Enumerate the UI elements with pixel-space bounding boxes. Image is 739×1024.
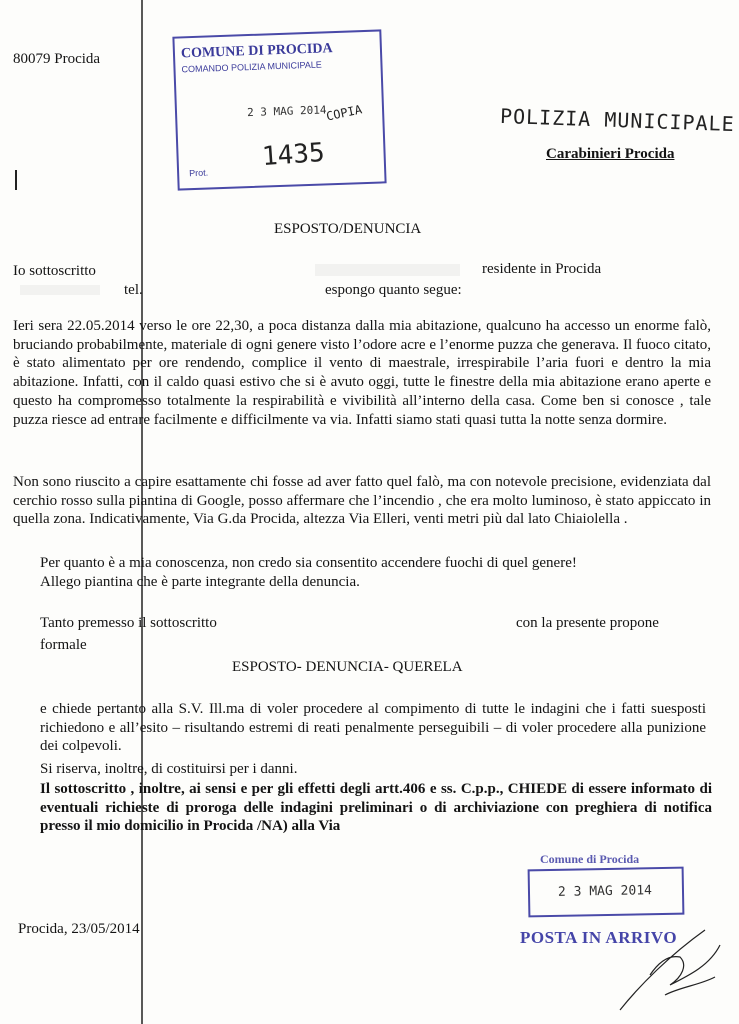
paragraph-1: Ieri sera 22.05.2014 verso le ore 22,30, a poca distanza dalla mia abitazione, qualcuno ha accesso un enorme falò, bruciando probabilmente, materiale di ogni genere visto l’odore acre e l’enorme puzza che generava. Il fuoco citato, è stato alimentato per ore rendendo, complice il vento di maestrale, irrespirabile l’aria fuori e dentro la mia abitazione. Infatti, con il caldo quasi estivo che si è avuto oggi, tutte le finestre della mia abitazione erano aperte e questo ha compromesso totalmente la respirabilità e vivibilità all’interno della casa. Come ben si conosce , tale puzza riesce ad entrare facilmente e difficilmente va via. Infatti siamo stati quasi tutta la notte senza dormire. [13, 318, 711, 428]
handwritten-copia: COPIA [324, 102, 364, 124]
document-title: ESPOSTO/DENUNCIA [274, 221, 422, 237]
intro-tel: tel. [124, 282, 143, 298]
line-allego: Allego piantina che è parte integrante della denuncia. [40, 574, 360, 590]
stamp-bottom-date: 2 3 MAG 2014 [557, 883, 653, 900]
signature-mark [610, 915, 730, 1015]
addressee: Carabinieri Procida [546, 146, 675, 162]
stamp-prot: Prot. [188, 167, 209, 179]
line-consentito: Per quanto è a mia conoscenza, non credo sia consentito accendere fuochi di quel genere! [40, 555, 577, 571]
querela-heading: ESPOSTO- DENUNCIA- QUERELA [232, 659, 463, 675]
paragraph-chiede: e chiede pertanto alla S.V. Ill.ma di voler procedere al compimento di tutte le indagini che i fatti suesposti richiedono e all’esito – risultando estremi di reati penalmente perseguibili – di voler procedere alla punizione dei colpevoli. [40, 701, 706, 755]
margin-mark [15, 170, 17, 190]
intro-espongo: espongo quanto segue: [325, 282, 462, 298]
handwritten-addressee: POLIZIA MUNICIPALE [499, 103, 736, 137]
redacted-name [315, 264, 460, 276]
stamp-line1: COMUNE DI PROCIDA [180, 41, 333, 62]
sender-city: 80079 Procida [13, 51, 101, 67]
document-date: Procida, 23/05/2014 [18, 921, 140, 937]
paragraph-bold-request: Il sottoscritto , inoltre, ai sensi e per gli effetti degli artt.406 e ss. C.p.p., CHIEDE di essere informato di eventuali richieste di proroga delle indagini preliminari o di archiviazione con preghiera di notifica presso il mio domicilio in Procida /NA) alla Via [40, 781, 712, 835]
stamp-org: Comune di Procida [540, 852, 640, 866]
intro-sottoscritto: Io sottoscritto [13, 263, 96, 279]
handwritten-protocol-number: 1435 [261, 137, 326, 173]
redacted-address [20, 285, 100, 295]
stamp-posta-arrivo [528, 867, 685, 918]
line-tanto-premesso: Tanto premesso il sottoscritto [40, 615, 217, 631]
stamp-line2: COMANDO POLIZIA MUNICIPALE [181, 59, 322, 75]
line-formale: formale [40, 637, 87, 653]
line-riserva: Si riserva, inoltre, di costituirsi per i danni. [40, 761, 298, 777]
paragraph-2: Non sono riuscito a capire esattamente chi fosse ad aver fatto quel falò, ma con notevole precisione, evidenziata dal cerchio rosso sulla piantina di Google, posso affermare che l’incendio , che era molto luminoso, è stato appiccato in quella zona. Indicativamente, Via G.da Procida, altezza Via Elleri, venti metri più dal lato Chiaiolella . [13, 474, 711, 528]
stamp-posta-label: POSTA IN ARRIVO [520, 928, 678, 947]
intro-residente: residente in Procida [482, 261, 602, 277]
stamp-date: 2 3 MAG 2014 [246, 103, 327, 120]
line-propone: con la presente propone [516, 615, 659, 631]
